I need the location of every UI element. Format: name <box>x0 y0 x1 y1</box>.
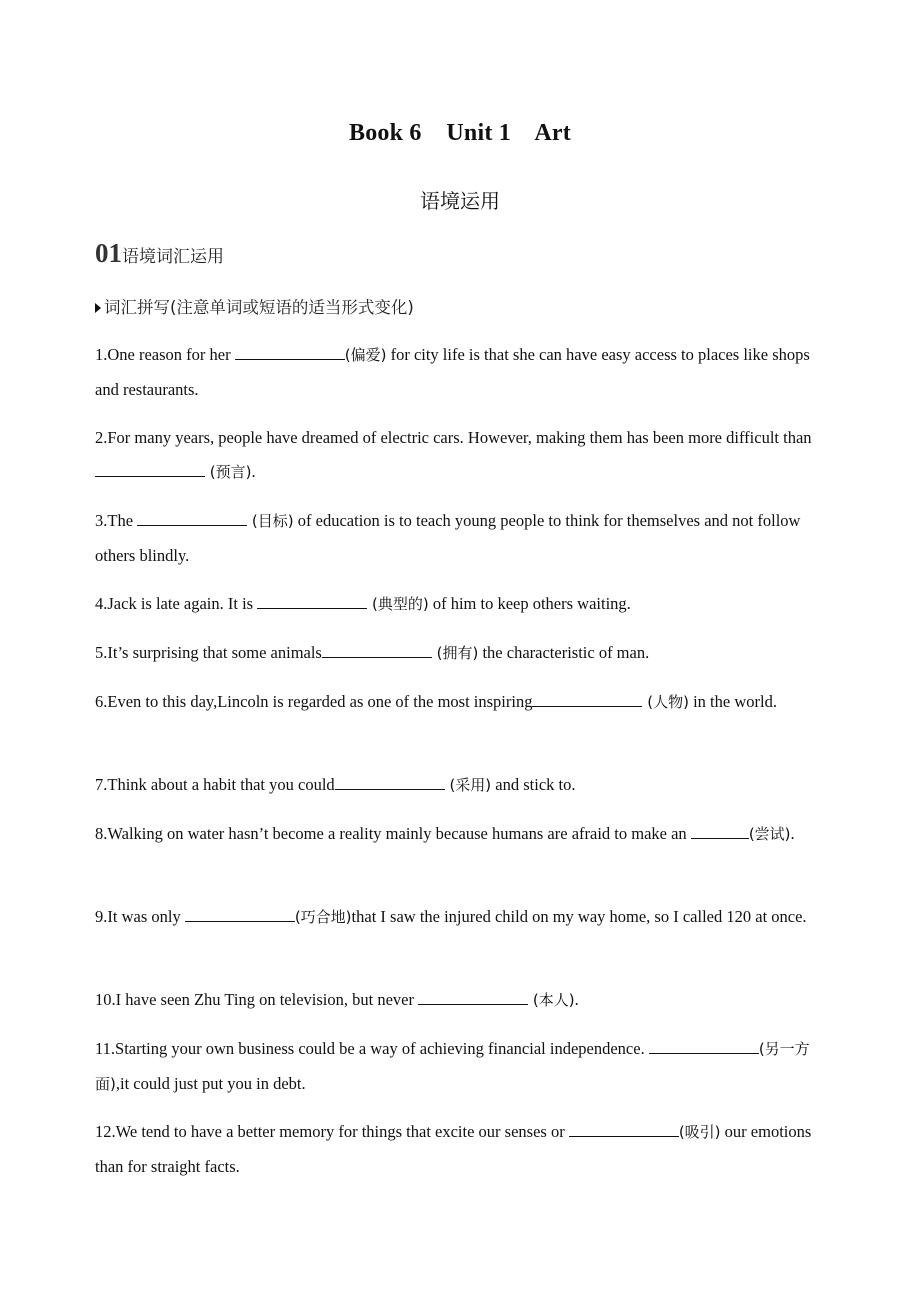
question-text: 8.Walking on water hasn’t become a reality mainly because humans are afraid to make an <box>95 824 691 843</box>
answer-blank[interactable] <box>322 643 432 658</box>
answer-blank[interactable] <box>335 775 445 790</box>
question-text: the characteristic of man. <box>478 643 650 662</box>
question-text: that I saw the injured child on my way home, so I called 120 at once. <box>351 907 807 926</box>
question-text: 2.For many years, people have dreamed of electric cars. However, making them has been more difficult than <box>95 428 812 447</box>
question-text: 7.Think about a habit that you could <box>95 775 335 794</box>
question-text: . <box>574 990 579 1009</box>
instruction <box>95 294 414 318</box>
question-text: 5.It’s surprising that some animals <box>95 643 322 662</box>
question-9 <box>95 900 830 935</box>
section-number: 01 <box>95 238 122 268</box>
question-8 <box>95 817 830 852</box>
question-4 <box>95 587 830 622</box>
chinese-hint: (拥有) <box>431 644 479 662</box>
page-subtitle: 语境运用 <box>420 189 500 213</box>
answer-blank[interactable] <box>95 462 205 477</box>
question-text: . <box>790 824 795 843</box>
question-5 <box>95 636 830 671</box>
answer-blank[interactable] <box>257 594 367 609</box>
question-text: 9.It was only <box>95 907 185 926</box>
chinese-hint: (预言) <box>205 462 252 481</box>
triangle-bullet-icon <box>95 303 101 313</box>
question-text: 12.We tend to have a better memory for things that excite our senses or <box>95 1122 569 1141</box>
chinese-hint: (偏爱) <box>344 346 387 364</box>
question-text: 3.The <box>95 511 138 530</box>
answer-blank[interactable] <box>532 692 642 707</box>
chinese-hint: (尝试) <box>748 825 791 843</box>
section-heading <box>95 238 224 269</box>
question-text: 4.Jack is late again. It is <box>95 594 258 613</box>
page-title: Book 6 Unit 1 Art <box>349 120 571 146</box>
chinese-hint: (采用) <box>444 776 492 794</box>
answer-blank[interactable] <box>569 1122 679 1137</box>
answer-blank[interactable] <box>649 1039 759 1054</box>
answer-blank[interactable] <box>185 907 295 922</box>
question-1 <box>95 338 830 406</box>
chinese-hint: (巧合地) <box>294 908 352 926</box>
question-6 <box>95 685 830 720</box>
question-text: of him to keep others waiting. <box>428 594 631 613</box>
question-7 <box>95 768 830 803</box>
question-text: our emotions than for straight facts. <box>95 1122 812 1176</box>
chinese-hint: (吸引) <box>678 1123 721 1141</box>
chinese-hint: (典型的) <box>367 595 429 613</box>
question-2 <box>95 421 830 489</box>
chinese-hint: (目标) <box>247 512 294 530</box>
question-12 <box>95 1115 830 1183</box>
question-text: 11.Starting your own business could be a way of achieving financial independence. <box>95 1039 649 1058</box>
question-11 <box>95 1032 830 1101</box>
question-text: of education is to teach young people to think for themselves and not follow others blindly. <box>95 511 801 565</box>
chinese-hint: (人物) <box>642 693 689 711</box>
question-3 <box>95 504 830 572</box>
chinese-hint: (另一方面) <box>95 1040 810 1093</box>
instruction-text: 词汇拼写(注意单词或短语的适当形式变化) <box>104 298 414 317</box>
answer-blank[interactable] <box>137 511 247 526</box>
question-text: in the world. <box>688 692 777 711</box>
answer-blank[interactable] <box>418 990 528 1005</box>
chinese-hint: (本人) <box>528 991 575 1009</box>
question-text: ,it could just put you in debt. <box>115 1073 306 1093</box>
question-10 <box>95 983 830 1018</box>
answer-blank[interactable] <box>691 824 749 839</box>
question-text: 6.Even to this day,Lincoln is regarded as one of the most inspiring <box>95 692 533 711</box>
question-text: 10.I have seen Zhu Ting on television, but never <box>95 990 419 1009</box>
answer-blank[interactable] <box>235 345 345 360</box>
question-text: . <box>251 461 256 481</box>
question-text: 1.One reason for her <box>95 345 235 364</box>
section-label: 语境词汇运用 <box>122 247 224 267</box>
question-text: for city life is that she can have easy access to places like shops and restaurants. <box>95 345 810 399</box>
question-text: and stick to. <box>491 775 576 794</box>
